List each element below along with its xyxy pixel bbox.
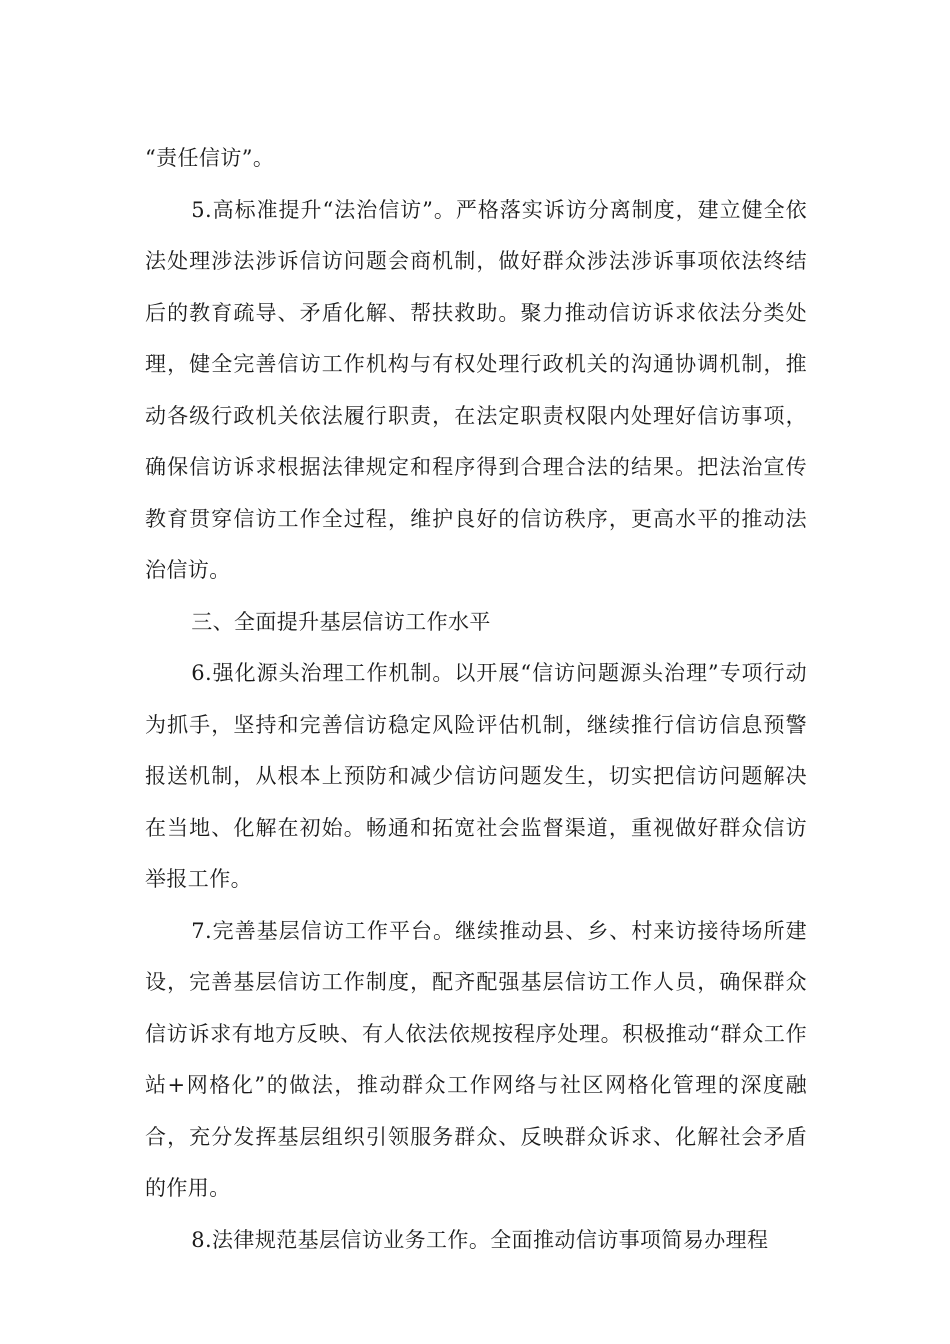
paragraph-item-6: 6.强化源头治理工作机制。以开展“信访问题源头治理”专项行动为抓手，坚持和完善信访稳定风险评估机制，继续推行信访信息预警报送机制，从根本上预防和减少信访问题发生，切实把信访问题解决在当地、化解在初始。畅通和拓宽社会监督渠道，重视做好群众信访举报工作。: [145, 661, 807, 891]
continuation-paragraph: “责任信访”。: [145, 146, 275, 170]
document-body: [145, 133, 807, 1266]
paragraph-item-5: 5.高标准提升“法治信访”。严格落实诉访分离制度，建立健全依法处理涉法涉诉信访问题会商机制，做好群众涉法涉诉事项依法终结后的教育疏导、矛盾化解、帮扶救助。聚力推动信访诉求依法分类处理，健全完善信访工作机构与有权处理行政机关的沟通协调机制，推动各级行政机关依法履行职责，在法定职责权限内处理好信访事项，确保信访诉求根据法律规定和程序得到合理合法的结果。把法治宣传教育贯穿信访工作全过程，维护良好的信访秩序，更高水平的推动法治信访。: [145, 197, 807, 582]
section-heading-3: 三、全面提升基层信访工作水平: [191, 609, 491, 634]
paragraph-item-7: 7.完善基层信访工作平台。继续推动县、乡、村来访接待场所建设，完善基层信访工作制度，配齐配强基层信访工作人员，确保群众信访诉求有地方反映、有人依法依规按程序处理。积极推动“群众工作站+网格化”的做法，推动群众工作网络与社区网格化管理的深度融合，充分发挥基层组织引领服务群众、反映群众诉求、化解社会矛盾的作用。: [145, 918, 807, 1200]
paragraph-item-8: 8.法律规范基层信访业务工作。全面推动信访事项简易办理程: [191, 1227, 769, 1252]
